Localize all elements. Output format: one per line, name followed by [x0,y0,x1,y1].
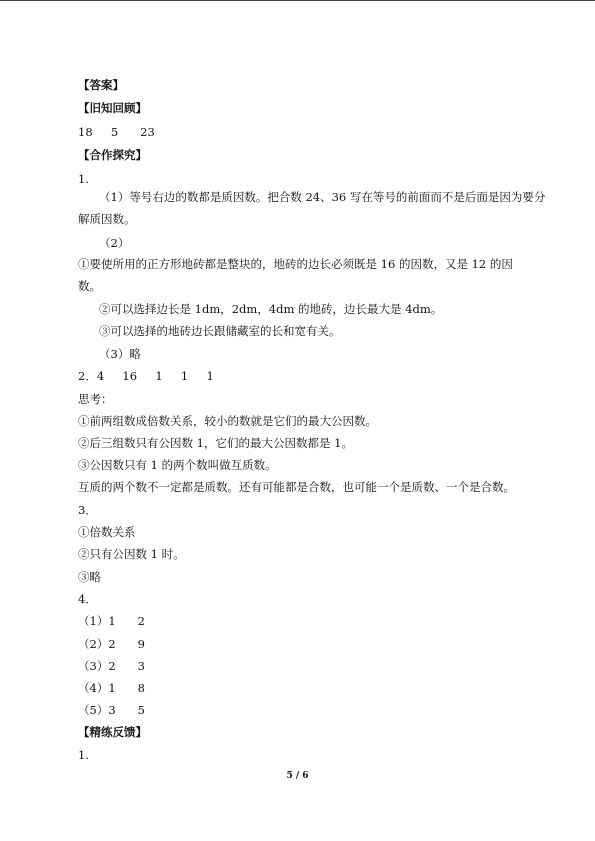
item-1-part-2-clause-1-line-2: 数。 [78,279,101,293]
think-point-1: ①前两组数成倍数关系，较小的数就是它们的最大公因数。 [78,414,377,428]
item-1-part-1-line-1: （1）等号右边的数都是质因数。把合数 24、36 写在等号的前面而不是后面是因为要分 [99,190,546,204]
item-4-answer-2: （2）2 9 [78,637,145,651]
item-3-answer-2: ②只有公因数 1 时。 [78,547,185,561]
item-1-number: 1. [78,172,89,186]
item-1-part-2-clause-2: ②可以选择边长是 1dm，2dm，4dm 的地砖，边长最大是 4dm。 [99,302,443,316]
heading-review: 【旧知回顾】 [78,101,147,115]
item-1-part-2-clause-3: ③可以选择的地砖边长跟储藏室的长和宽有关。 [99,324,341,338]
item-4-answer-3: （3）2 3 [78,659,145,673]
coprime-note: 互质的两个数不一定都是质数。还有可能都是合数，也可能一个是质数、一个是合数。 [78,480,515,494]
review-answers: 18 5 23 [78,125,155,139]
feedback-item-1: 1. [78,748,89,762]
item-4-number: 4． [78,592,97,606]
item-4-answer-5: （5）3 5 [78,703,145,717]
heading-feedback: 【精练反馈】 [78,725,147,739]
heading-explore: 【合作探究】 [78,148,147,162]
think-point-3: ③公因数只有 1 的两个数叫做互质数。 [78,458,277,472]
item-2-answers: 2．4 16 1 1 1 [78,369,214,383]
item-1-part-3: （3）略 [99,347,141,361]
top-rule [0,0,595,1]
item-3-answer-1: ①倍数关系 [78,525,136,539]
item-1-part-1-line-2: 解质因数。 [78,212,136,226]
item-1-part-2-clause-1-line-1: ①要使所用的正方形地砖都是整块的，地砖的边长必须既是 16 的因数，又是 12 的因 [78,257,513,271]
heading-answer: 【答案】 [78,78,124,92]
page-number: 5 / 6 [286,771,309,781]
item-4-answer-1: （1）1 2 [78,614,145,628]
item-3-answer-3: ③略 [78,570,101,584]
item-4-answer-4: （4）1 8 [78,681,145,695]
item-3-number: 3． [78,503,97,517]
item-1-part-2: （2） [99,236,130,250]
think-point-2: ②后三组数只有公因数 1，它们的最大公因数都是 1。 [78,436,353,450]
think-label: 思考： [78,392,113,406]
